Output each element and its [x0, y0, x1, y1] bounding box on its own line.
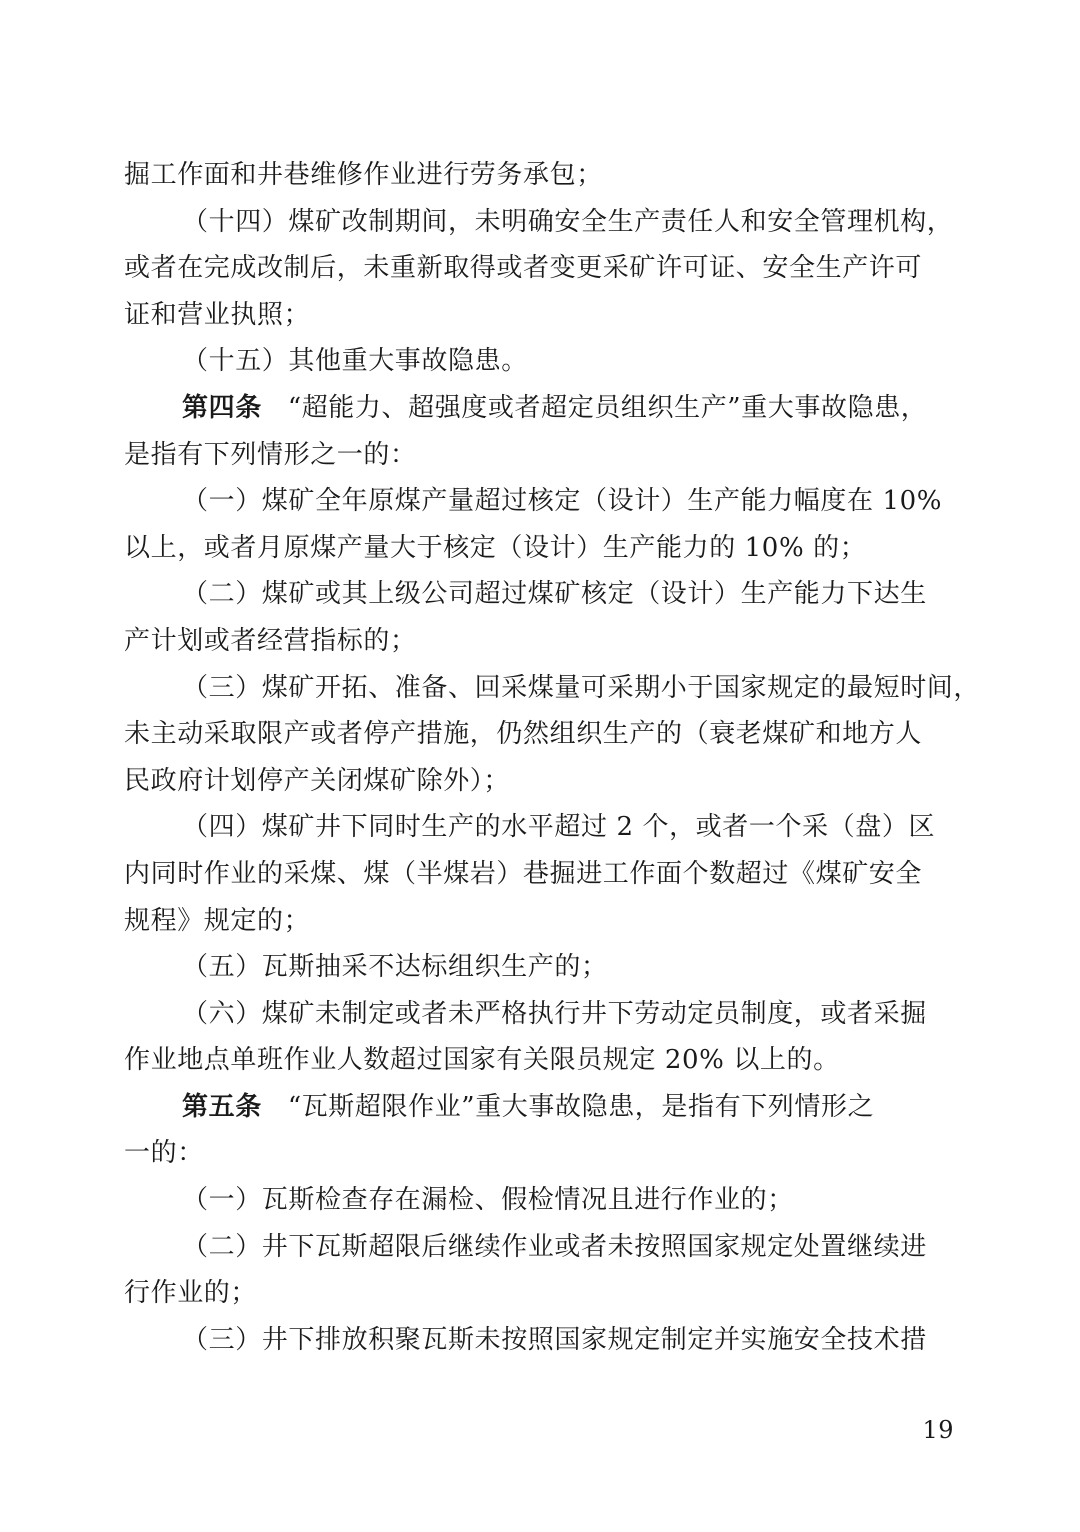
- text-line: 是指有下列情形之一的：: [124, 439, 417, 470]
- text-line: （一）煤矿全年原煤产量超过核定（设计）生产能力幅度在 10%: [182, 486, 943, 517]
- text-line: 或者在完成改制后，未重新取得或者变更采矿许可证、安全生产许可: [124, 253, 923, 284]
- text-line: 民政府计划停产关闭煤矿除外）；: [124, 765, 511, 796]
- text-line: （六）煤矿未制定或者未严格执行井下劳动定员制度，或者采掘: [182, 998, 927, 1029]
- article-text: “瓦斯超限作业”重大事故隐患，是指有下列情形之: [287, 1091, 875, 1122]
- text-line: （四）煤矿井下同时生产的水平超过 2 个，或者一个采（盘）区: [182, 812, 936, 843]
- document-body: [124, 152, 981, 1363]
- text-line: （十四）煤矿改制期间，未明确安全生产责任人和安全管理机构，: [182, 206, 954, 237]
- text-line: 一的：: [124, 1138, 204, 1169]
- article-heading: 第四条: [182, 392, 262, 423]
- text-line: （二）井下瓦斯超限后继续作业或者未按照国家规定处置继续进: [182, 1231, 927, 1262]
- text-line: 掘工作面和井巷维修作业进行劳务承包；: [124, 160, 603, 190]
- text-line: 行作业的；: [124, 1278, 258, 1309]
- text-line: 产计划或者经营指标的；: [124, 625, 417, 656]
- article-4-line: [124, 385, 956, 432]
- text-line: 证和营业执照；: [124, 299, 311, 330]
- text-line: 以上，或者月原煤产量大于核定（设计）生产能力的 10% 的；: [124, 532, 867, 563]
- article-heading: 第五条: [182, 1091, 262, 1122]
- article-5-line: [124, 1084, 956, 1131]
- text-line: （十五）其他重大事故隐患。: [182, 346, 528, 377]
- text-line: （三）井下排放积聚瓦斯未按照国家规定制定并实施安全技术措: [182, 1324, 927, 1355]
- text-line: 作业地点单班作业人数超过国家有关限员规定 20% 以上的。: [124, 1045, 840, 1076]
- text-line: （一）瓦斯检查存在漏检、假检情况且进行作业的；: [182, 1185, 794, 1216]
- text-line: 内同时作业的采煤、煤（半煤岩）巷掘进工作面个数超过《煤矿安全: [124, 858, 923, 889]
- text-line: 规程》规定的；: [124, 905, 311, 936]
- text-line: （三）煤矿开拓、准备、回采煤量可采期小于国家规定的最短时间，: [182, 672, 981, 703]
- text-line: 未主动采取限产或者停产措施，仍然组织生产的（衰老煤矿和地方人: [124, 719, 923, 750]
- article-text: “超能力、超强度或者超定员组织生产”重大事故隐患，: [287, 392, 928, 423]
- text-line: （五）瓦斯抽采不达标组织生产的；: [182, 952, 608, 983]
- text-line: （二）煤矿或其上级公司超过煤矿核定（设计）生产能力下达生: [182, 579, 927, 610]
- page-number: 19: [922, 1416, 954, 1444]
